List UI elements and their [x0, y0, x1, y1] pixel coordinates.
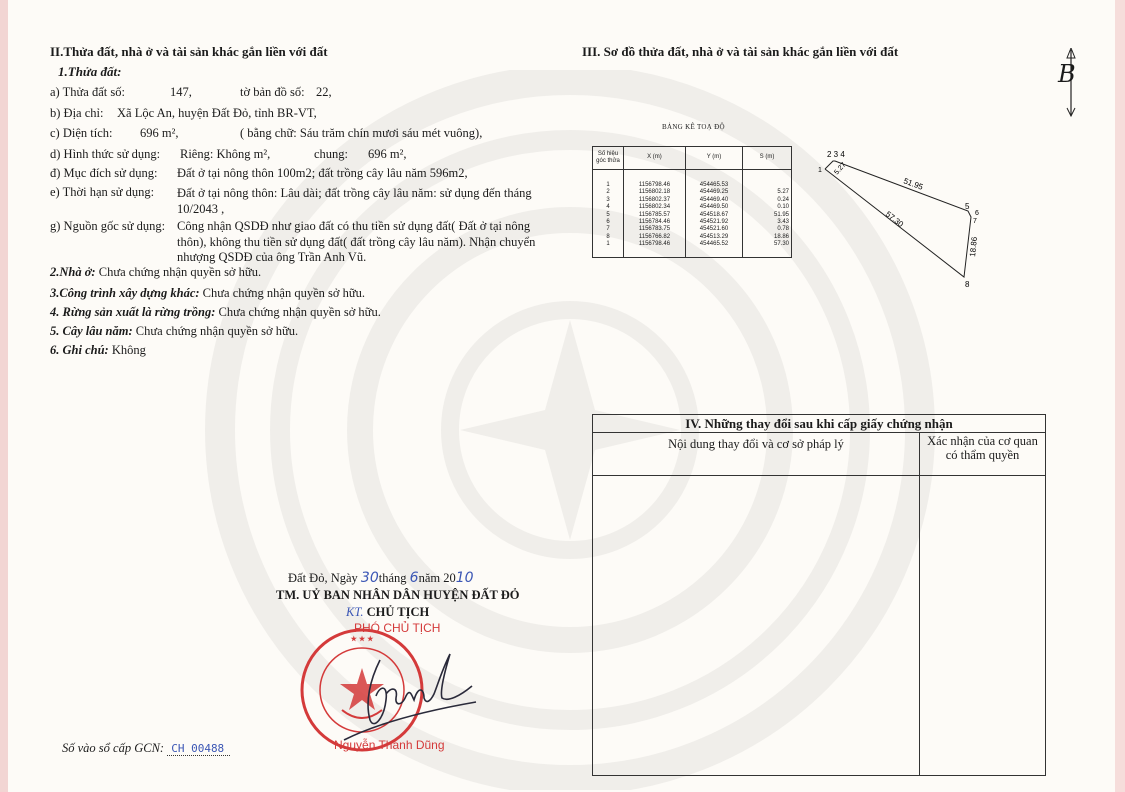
- x-coordinate: 1156783.75: [624, 226, 686, 233]
- usage-purpose-label: đ) Mục đích sử dụng:: [50, 166, 158, 180]
- usage-form-label: d) Hình thức sử dụng:: [50, 147, 161, 161]
- coordinate-row: [593, 234, 792, 241]
- svg-text:★ ★ ★: ★ ★ ★: [350, 636, 374, 643]
- y-coordinate: 454465.53: [685, 170, 742, 190]
- coordinate-table: [592, 146, 792, 258]
- changes-table: [592, 414, 1046, 776]
- address-value: Xã Lộc An, huyện Đất Đỏ, tỉnh BR-VT,: [117, 106, 317, 120]
- x-coordinate: 1156785.57: [624, 212, 686, 219]
- edge-length: 51.95: [743, 212, 792, 219]
- planted-forest-label: 4. Rừng sản xuất là rừng trồng:: [50, 305, 216, 319]
- coordinate-row: [593, 204, 792, 211]
- y-coordinate: 454469.40: [685, 197, 742, 204]
- header-corner-number: Số hiệu góc thửa: [593, 147, 624, 170]
- corner-mark: B: [1058, 60, 1076, 88]
- corner-number: 1: [593, 241, 624, 257]
- house-label: 2.Nhà ở:: [50, 265, 96, 279]
- corner-number: 4: [593, 204, 624, 211]
- changes-content-header: Nội dung thay đổi và cơ sở pháp lý: [593, 432, 919, 476]
- map-sheet-label: tờ bản đồ số:: [240, 85, 305, 99]
- x-coordinate: 1156766.82: [624, 234, 686, 241]
- house-row: [50, 265, 261, 280]
- perennial-value: Chưa chứng nhận quyền sở hữu.: [135, 324, 299, 338]
- section-2-title: II.Thửa đất, nhà ở và tài sản khác gắn liền với đất: [50, 44, 328, 59]
- x-coordinate: 1156798.46: [624, 170, 686, 190]
- y-coordinate: 454518.67: [685, 212, 742, 219]
- y-coordinate: 454469.50: [685, 204, 742, 211]
- registration-line: [62, 741, 230, 756]
- x-coordinate: 1156798.46: [624, 241, 686, 257]
- other-works-row: [50, 286, 365, 301]
- area-label: c) Diện tích:: [50, 126, 113, 140]
- parcel-number-value: 147,: [170, 85, 192, 99]
- issue-day: 30: [360, 570, 379, 586]
- edge-length: 0.24: [743, 197, 792, 204]
- edge-length: 5.27: [743, 189, 792, 196]
- sketch-point-5: 5: [965, 202, 970, 211]
- sketch-edge-57-30: 57.30: [883, 209, 906, 229]
- perennial-label: 5. Cây lâu năm:: [50, 324, 133, 338]
- note-value: Không: [111, 343, 146, 357]
- sketch-edge-5-27: 5.27: [833, 161, 848, 177]
- edge-length: 3.43: [743, 219, 792, 226]
- usage-term-value: Đất ở tại nông thôn: Lâu dài; đất trồng cây lâu năm: sử dụng đến tháng 10/2043 ,: [177, 186, 532, 216]
- perennial-row: [50, 324, 298, 339]
- year-prefix: năm 20: [418, 571, 456, 585]
- sketch-point-2-3-4: 2 3 4: [827, 150, 845, 159]
- header-x: X (m): [624, 147, 686, 170]
- other-works-value: Chưa chứng nhận quyền sở hữu.: [202, 286, 365, 300]
- sketch-point-7: 7: [973, 218, 977, 225]
- usage-shared-value: 696 m²,: [368, 147, 407, 161]
- usage-purpose-value: Đất ở tại nông thôn 100m2; đất trồng cây lâu năm 596m2,: [177, 166, 468, 180]
- edge-length: 18.86: [743, 234, 792, 241]
- corner-number: 5: [593, 212, 624, 219]
- issue-place-prefix: Đất Đỏ, Ngày: [288, 571, 358, 585]
- area-in-words: ( bằng chữ: Sáu trăm chín mươi sáu mét vuông),: [240, 126, 483, 140]
- planted-forest-row: [50, 305, 381, 320]
- area-value: 696 m²,: [140, 126, 179, 140]
- sketch-edge-51-95: 51.95: [902, 176, 925, 192]
- note-row: [50, 343, 146, 358]
- issue-month: 6: [409, 570, 419, 586]
- corner-number: 8: [593, 234, 624, 241]
- y-coordinate: 454469.25: [685, 189, 742, 196]
- edge-length: 57.30: [743, 241, 792, 257]
- coordinate-row: [593, 189, 792, 196]
- coordinate-row: [593, 241, 792, 257]
- map-sheet-value: 22,: [316, 85, 332, 99]
- x-coordinate: 1156784.46: [624, 219, 686, 226]
- coordinate-row: [593, 197, 792, 204]
- x-coordinate: 1156802.34: [624, 204, 686, 211]
- issue-year-suffix: 10: [455, 570, 474, 586]
- usage-shared-label: chung:: [314, 147, 349, 161]
- y-coordinate: 454465.52: [685, 241, 742, 257]
- issuing-organization: TM. UỶ BAN NHÂN DÂN HUYỆN ĐẤT ĐỎ: [276, 588, 520, 602]
- corner-number: 7: [593, 226, 624, 233]
- kt-mark: KT.: [346, 605, 364, 619]
- planted-forest-value: Chưa chứng nhận quyền sở hữu.: [218, 305, 381, 319]
- header-s: S (m): [743, 147, 792, 170]
- left-border-strip: [0, 0, 8, 792]
- coordinate-table-header: [593, 147, 792, 170]
- note-label: 6. Ghi chú:: [50, 343, 109, 357]
- deputy-chairman-title: PHÓ CHỦ TỊCH: [354, 621, 441, 635]
- corner-number: 2: [593, 189, 624, 196]
- registration-label: Số vào sổ cấp GCN:: [62, 741, 165, 755]
- coordinate-row: [593, 226, 792, 233]
- section-3-title: III. Sơ đồ thửa đất, nhà ở và tài sản khác gắn liền với đất: [582, 44, 899, 59]
- sketch-point-1: 1: [818, 167, 822, 174]
- coordinate-row: [593, 212, 792, 219]
- address-label: b) Địa chỉ:: [50, 106, 104, 120]
- other-works-label: 3.Công trình xây dựng khác:: [50, 286, 200, 300]
- x-coordinate: 1156802.37: [624, 197, 686, 204]
- y-coordinate: 454521.60: [685, 226, 742, 233]
- edge-length: 0.10: [743, 204, 792, 211]
- land-parcel-heading: 1.Thửa đất:: [58, 64, 122, 79]
- y-coordinate: 454521.92: [685, 219, 742, 226]
- authority-confirmation-header: Xác nhận của cơ quan có thẩm quyền: [919, 432, 1045, 476]
- header-y: Y (m): [685, 147, 742, 170]
- coordinate-table-title: BẢNG KÊ TOẠ ĐỘ: [662, 123, 725, 131]
- section-4-title: IV. Những thay đổi sau khi cấp giấy chứng nhận: [593, 415, 1045, 433]
- changes-column-divider: [919, 476, 920, 776]
- corner-number: 3: [593, 197, 624, 204]
- origin-label: g) Nguồn gốc sử dụng:: [50, 219, 166, 233]
- issue-date-line: [288, 570, 474, 586]
- chairman-line: [346, 605, 429, 620]
- corner-number: 6: [593, 219, 624, 226]
- origin-value: Công nhận QSDĐ như giao đất có thu tiền sử dụng đất( Đất ở tại nông thôn), không thu tiền sử dụng đất( đất trồng cây lâu năm). Nhận chuyển nhượng QSDĐ của ông Trần Anh Vũ.: [177, 219, 536, 264]
- usage-private: Riêng: Không m²,: [180, 147, 271, 161]
- parcel-sketch: [815, 145, 985, 290]
- corner-number: 1: [593, 170, 624, 190]
- x-coordinate: 1156802.18: [624, 189, 686, 196]
- parcel-number-label: a) Thửa đất số:: [50, 85, 125, 99]
- sketch-point-8: 8: [965, 280, 970, 289]
- sketch-edge-18-86: 18.86: [968, 236, 980, 258]
- usage-term-label: e) Thời hạn sử dụng:: [50, 185, 155, 199]
- chairman-title: CHỦ TỊCH: [366, 605, 430, 619]
- edge-length: 0.78: [743, 226, 792, 233]
- coordinate-row: [593, 170, 792, 190]
- sketch-point-6: 6: [975, 210, 979, 217]
- registration-number: CH 00488: [167, 742, 230, 756]
- edge-length: [743, 170, 792, 190]
- y-coordinate: 454513.29: [685, 234, 742, 241]
- signer-name: Nguyễn Thanh Dũng: [334, 738, 445, 752]
- handwritten-signature: [340, 640, 480, 752]
- month-word: tháng: [378, 571, 407, 585]
- coordinate-row: [593, 219, 792, 226]
- house-value: Chưa chứng nhận quyền sở hữu.: [98, 265, 262, 279]
- right-border-strip: [1115, 0, 1125, 792]
- coordinate-table-body: [593, 170, 792, 258]
